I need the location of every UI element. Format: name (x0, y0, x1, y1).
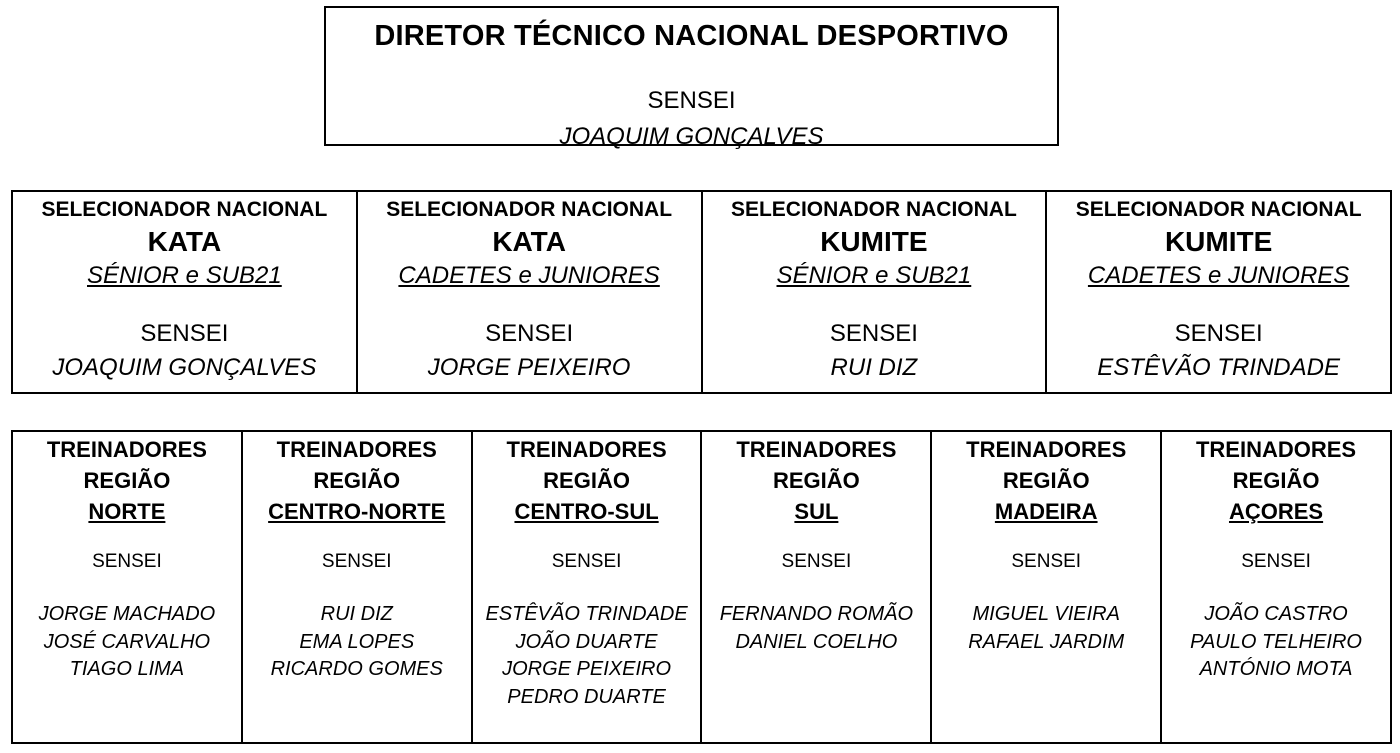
trainer-name: JORGE PEIXEIRO (502, 658, 672, 680)
region-label: REGIÃO (1232, 468, 1320, 493)
director-box (324, 6, 1059, 150)
selector-sensei: SENSEI (1174, 320, 1263, 347)
selector-label: SELECIONADOR NACIONAL (730, 198, 1017, 221)
trainer-name: MIGUEL VIEIRA (972, 603, 1120, 625)
trainers-heading: TREINADORES (966, 437, 1127, 462)
trainers-heading: TREINADORES (736, 437, 897, 462)
region-label: REGIÃO (83, 468, 171, 493)
selector-label: SELECIONADOR NACIONAL (386, 198, 673, 221)
region-label: REGIÃO (773, 468, 860, 493)
selector-sensei: SENSEI (829, 320, 918, 347)
trainer-name: FERNANDO ROMÃO (719, 603, 914, 625)
trainer-name: PEDRO DUARTE (507, 685, 666, 708)
trainer-name: JOSÉ CARVALHO (43, 630, 211, 653)
selector-discipline: KATA (492, 226, 566, 257)
selector-category: CADETES e JUNIORES (1087, 262, 1350, 289)
trainer-list (932, 601, 1160, 656)
region-name: CENTRO-SUL (514, 499, 659, 524)
region-label: REGIÃO (1002, 468, 1090, 493)
trainers-box (243, 432, 473, 742)
trainer-name: JOÃO CASTRO (1204, 603, 1348, 625)
selector-discipline: KUMITE (1164, 226, 1273, 257)
selector-name: JORGE PEIXEIRO (427, 354, 631, 381)
trainers-box (702, 432, 932, 742)
selector-name: JOAQUIM GONÇALVES (52, 354, 317, 381)
trainer-name: PAULO TELHEIRO (1190, 630, 1362, 653)
selector-label: SELECIONADOR NACIONAL (41, 198, 328, 221)
region-name: SUL (794, 499, 839, 524)
trainers-sensei: SENSEI (1241, 551, 1311, 572)
trainers-sensei: SENSEI (551, 551, 622, 572)
trainers-sensei: SENSEI (781, 551, 852, 572)
trainer-list (243, 601, 471, 684)
selector-label: SELECIONADOR NACIONAL (1075, 198, 1362, 221)
trainer-name: ESTÊVÃO TRINDADE (485, 603, 688, 625)
trainer-list (1162, 601, 1390, 684)
trainer-list (13, 601, 241, 684)
trainers-heading: TREINADORES (506, 437, 667, 462)
trainer-name: ANTÓNIO MOTA (1199, 658, 1353, 680)
selector-box (1047, 192, 1390, 392)
trainers-box (13, 432, 243, 742)
selector-category: SÉNIOR e SUB21 (776, 262, 972, 289)
region-name: CENTRO-NORTE (268, 499, 446, 524)
trainer-name: TIAGO LIMA (69, 658, 185, 680)
trainer-name: JORGE MACHADO (38, 603, 216, 625)
trainer-name: RUI DIZ (320, 603, 393, 625)
selector-category: SÉNIOR e SUB21 (87, 262, 282, 289)
trainer-list (702, 601, 930, 656)
selector-discipline: KUMITE (820, 226, 928, 257)
trainer-name: JOÃO DUARTE (515, 630, 658, 653)
trainer-name: RICARDO GOMES (270, 658, 443, 680)
trainers-sensei: SENSEI (1011, 551, 1082, 572)
director-title: DIRETOR TÉCNICO NACIONAL DESPORTIVO (374, 20, 1009, 52)
director-sensei: SENSEI (647, 87, 736, 114)
trainer-name: DANIEL COELHO (735, 630, 898, 653)
trainers-heading: TREINADORES (1195, 437, 1357, 462)
region-label: REGIÃO (543, 468, 630, 493)
director-name: JOAQUIM GONÇALVES (559, 123, 824, 150)
selector-sensei: SENSEI (140, 320, 229, 347)
trainers-box (932, 432, 1162, 742)
selector-box (358, 192, 703, 392)
trainers-heading: TREINADORES (276, 437, 437, 462)
region-label: REGIÃO (313, 468, 401, 493)
trainers-heading: TREINADORES (46, 437, 207, 462)
trainers-row (11, 430, 1392, 744)
region-name: AÇORES (1228, 499, 1324, 524)
region-name: NORTE (88, 499, 166, 524)
selector-name: ESTÊVÃO TRINDADE (1097, 354, 1340, 381)
selectors-row (11, 190, 1392, 394)
trainers-box (1162, 432, 1390, 742)
selector-box (13, 192, 358, 392)
trainer-name: EMA LOPES (299, 630, 415, 653)
trainers-sensei: SENSEI (321, 551, 392, 572)
selector-name: RUI DIZ (830, 354, 918, 381)
selector-discipline: KATA (147, 226, 222, 257)
trainer-list (473, 601, 701, 711)
trainers-box (473, 432, 703, 742)
selector-sensei: SENSEI (485, 320, 574, 347)
trainers-sensei: SENSEI (92, 551, 162, 572)
trainer-name: RAFAEL JARDIM (968, 630, 1125, 653)
selector-category: CADETES e JUNIORES (398, 262, 660, 289)
selector-box (703, 192, 1048, 392)
region-name: MADEIRA (994, 499, 1098, 524)
